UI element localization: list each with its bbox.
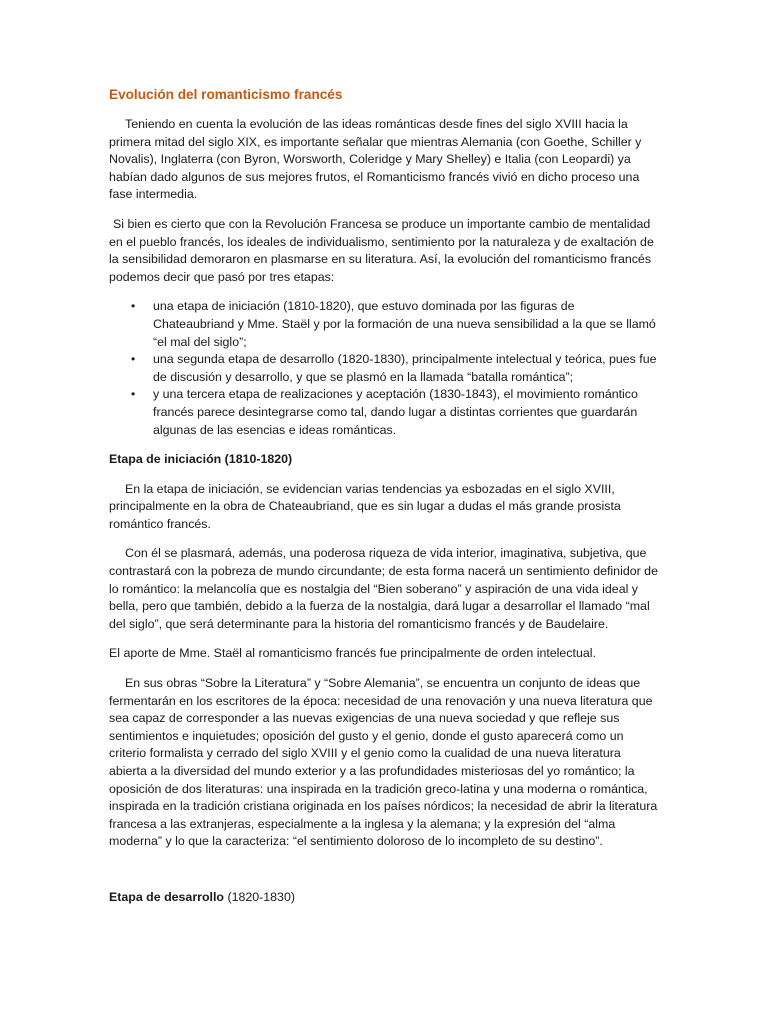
paragraph-chateaubriand: Con él se plasmará, además, una poderosa riqueza de vida interior, imaginativa, subjetiva, que contrastará con la pobreza de mundo circundante; de esta forma nacerá un sentimiento definidor de lo romántico: la melancolía que es nostalgia del “Bien soberano” y aspiración de una vida ideal y bella, pero que también, debido a la fuerza de la nostalgia, dará lugar a desarrollar el llamado “mal del siglo”, que será determinante para la historia del romanticismo francés y de Baudelaire. — [109, 546, 658, 631]
section-heading-desarrollo-years: (1820-1830) — [227, 889, 295, 904]
paragraph-stael-works: En sus obras “Sobre la Literatura” y “Sobre Alemania”, se encuentra un conjunto de ideas que fermentarán en los escritores de la época: necesidad de una renovación y una nueva literatura que sea capaz de corresponder a las nuevas exigencias de una nueva sociedad y que refleje sus sentimientos e inquietudes; oposición del gusto y el genio, donde el gusto aparecerá como un criterio formalista y cerrado del siglo XVIII y el genio como la cualidad de una nueva literatura abierta a la diversidad del mundo exterior y a las profundidades misteriosas del yo romántico; la oposición de dos literaturas: una inspirada en la tradición greco-latina y una moderna o romántica, inspirada en la tradición cristiana originada en los países nórdicos; la necesidad de abrir la literatura francesa a las extranjeras, especialmente a la inglesa y la alemana; y la expresión del “alma moderna” y lo que la caracteriza: “el sentimiento doloroso de lo incompleto de su destino”. — [109, 676, 658, 849]
list-item — [109, 386, 659, 439]
list-item — [109, 351, 659, 386]
list-item-text: y una tercera etapa de realizaciones y aceptación (1830-1843), el movimiento romántico francés parece desintegrarse como tal, dando lugar a distintas corrientes que guardarán algunas de las esencias e ideas románticas. — [153, 387, 638, 437]
stages-list — [109, 298, 659, 439]
list-item-text: una etapa de iniciación (1810-1820), que estuvo dominada por las figuras de Chateaubriand y Mme. Staël y por la formación de una nueva sensibilidad a la que se llamó “el mal del siglo”; — [153, 299, 656, 349]
paragraph-intro: Teniendo en cuenta la evolución de las ideas románticas desde fines del siglo XVIII hacia la primera mitad del siglo XIX, es importante señalar que mientras Alemania (con Goethe, Schiller y Novalis), Inglaterra (con Byron, Worsworth, Coleridge y Mary Shelley) e Italia (con Leopardi) ya habían dado algunos de sus mejores frutos, el Romanticismo francés vivió en dicho proceso una fase intermedia. — [109, 117, 642, 202]
bullet-dot-icon: • — [131, 352, 136, 367]
paragraph-stages-intro: Si bien es cierto que con la Revolución Francesa se produce un importante cambio de mentalidad en el pueblo francés, los ideales de individualismo, sentimiento por la naturaleza y de exaltación de la sensibilidad demoraron en plasmarse en su literatura. Así, la evolución del romanticismo francés podemos decir que pasó por tres etapas: — [109, 216, 654, 284]
bullet-dot-icon: • — [131, 299, 136, 314]
vertical-spacer — [109, 863, 659, 889]
document-page — [109, 86, 659, 919]
list-item — [109, 298, 659, 351]
section-heading-desarrollo-label: Etapa de desarrollo — [109, 889, 224, 904]
section-heading-iniciacion: Etapa de iniciación (1810-1820) — [109, 452, 293, 467]
bullet-dot-icon: • — [131, 387, 136, 402]
section-heading-desarrollo — [109, 889, 659, 907]
document-title: Evolución del romanticismo francés — [109, 87, 343, 102]
paragraph-iniciacion: En la etapa de iniciación, se evidencian varias tendencias ya esbozadas en el siglo XVIII, principalmente en la obra de Chateaubriand, que es sin lugar a dudas el más grande prosista romántico francés. — [109, 481, 621, 531]
list-item-text: una segunda etapa de desarrollo (1820-1830), principalmente intelectual y teórica, pues fue de discusión y desarrollo, y que se plasmó en la llamada “batalla romántica”; — [153, 352, 657, 384]
paragraph-stael-intro: El aporte de Mme. Staël al romanticismo francés fue principalmente de orden intelectual. — [109, 646, 596, 661]
